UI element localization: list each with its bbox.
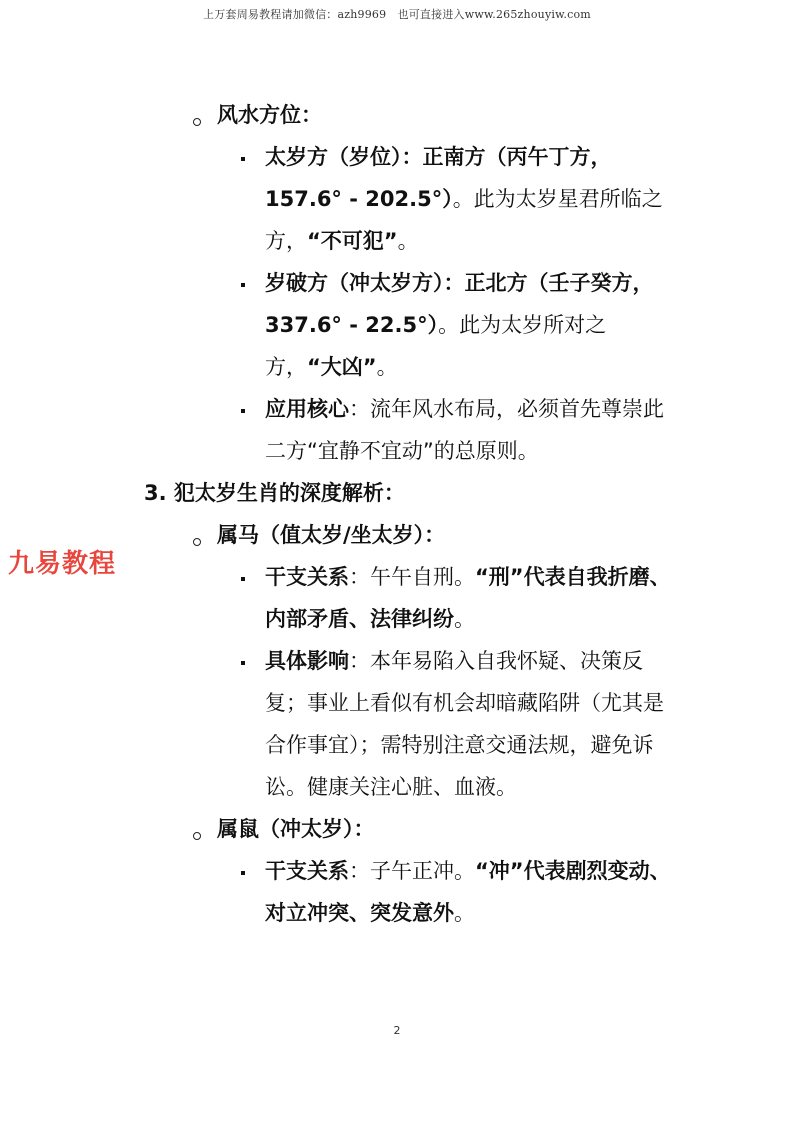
item-tail: 。 xyxy=(454,607,475,631)
page-number: 2 xyxy=(393,1024,401,1037)
item-text: ：本年易陷入自我怀疑、决策反复；事业上看似有机会却暗藏陷阱（尤其是合作事宜）；需特别注意交通法规，避免诉讼。健康关注心脏、血液。 xyxy=(265,649,664,799)
list-item-suipo-direction xyxy=(265,262,677,388)
item-tail: 。 xyxy=(397,229,419,253)
item-emphasis: “刑”代表自我折磨、内部矛盾、法律纠纷 xyxy=(265,565,671,631)
item-text: ：流年风水布局，必须首先尊崇此二方“宜静不宜动”的总原则。 xyxy=(265,397,664,463)
item-label: 应用核心 xyxy=(265,397,349,421)
list-item-horse-relation xyxy=(265,556,677,640)
document-body xyxy=(0,94,794,934)
item-text: 。此为太岁星君所临之方， xyxy=(265,187,663,253)
item-text: 。此为太岁所对之方， xyxy=(265,313,607,379)
list-item-horse-impact xyxy=(265,640,677,808)
section-3-heading: 3. 犯太岁生肖的深度解析： xyxy=(144,481,405,505)
item-text: ：午午自刑。 xyxy=(349,565,475,589)
rat-heading: 属鼠（冲太岁）： xyxy=(0,808,794,850)
list-item-application-core xyxy=(265,388,677,472)
item-emphasis: “冲”代表剧烈变动、对立冲突、突发意外 xyxy=(265,859,671,925)
item-emphasis: “大凶” xyxy=(307,355,377,379)
fengshui-heading: 风水方位： xyxy=(0,94,794,136)
watermark-logo: 九易教程 xyxy=(8,549,117,579)
item-tail: 。 xyxy=(376,355,398,379)
item-label: 太岁方（岁位）： xyxy=(265,145,423,169)
horse-heading: 属马（值太岁/坐太岁）： xyxy=(0,514,794,556)
item-bold-value: 正北方（壬子癸方，337.6° - 22.5°） xyxy=(265,271,654,337)
item-label: 具体影响 xyxy=(265,649,349,673)
item-label: 干支关系 xyxy=(265,859,349,883)
item-emphasis: “不可犯” xyxy=(307,229,398,253)
item-bold-value: 正南方（丙午丁方，157.6° - 202.5°） xyxy=(265,145,612,211)
list-item-taisui-direction xyxy=(265,136,677,262)
page-header: 上万套周易教程请加微信：azh9969 也可直接进入www.265zhouyiw.com xyxy=(203,8,591,21)
item-tail: 。 xyxy=(454,901,475,925)
item-label: 岁破方（冲太岁方）： xyxy=(265,271,465,295)
item-text: ：子午正冲。 xyxy=(349,859,475,883)
item-label: 干支关系 xyxy=(265,565,349,589)
list-item-rat-relation xyxy=(265,850,677,934)
